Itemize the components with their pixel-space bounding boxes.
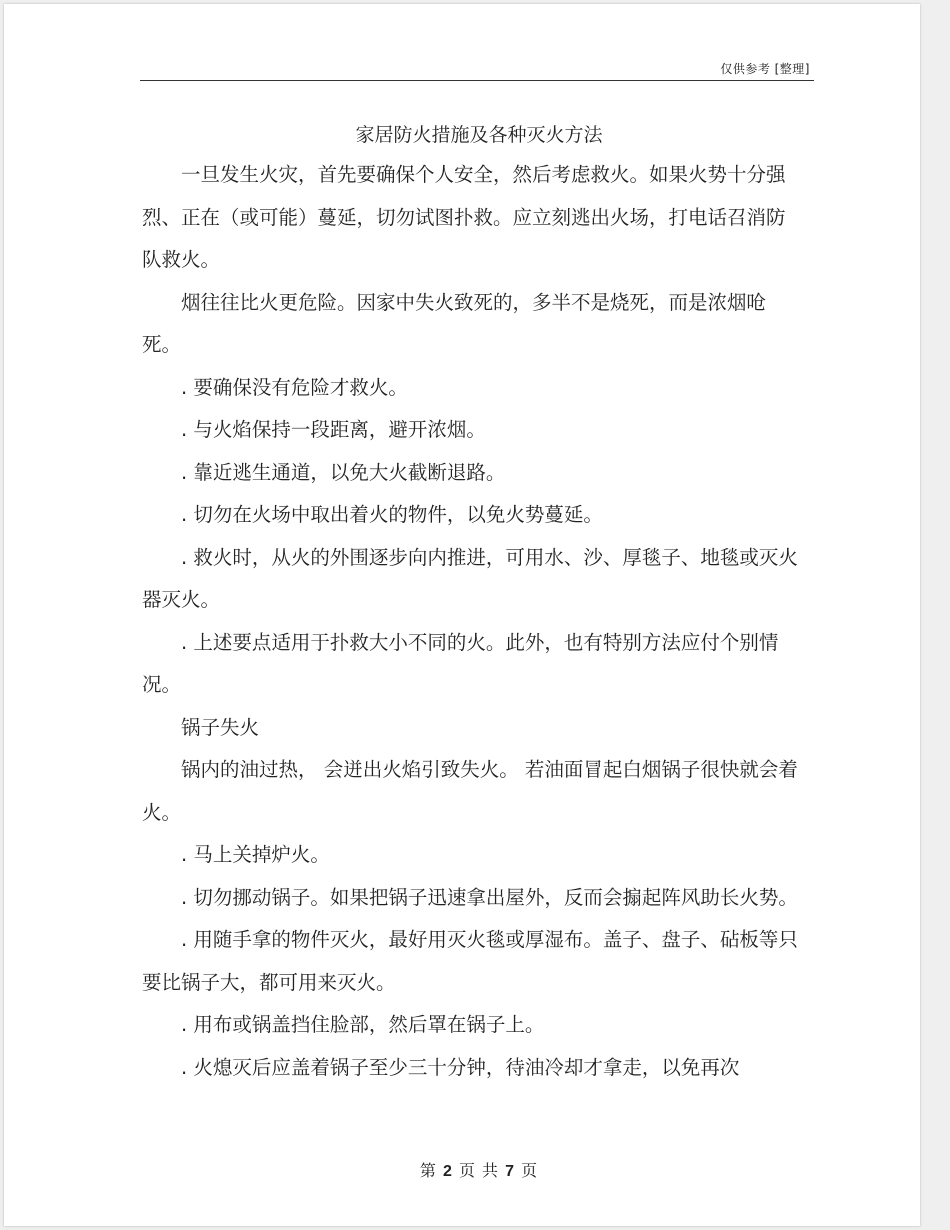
bullet-item: . 上述要点适用于扑救大小不同的火。此外，也有特别方法应付个别情况。 — [142, 630, 779, 696]
page-number — [4, 1158, 950, 1181]
paragraph: 一旦发生火灾，首先要确保个人安全，然后考虑救火。如果火势十分强烈、正在（或可能）蔓延，切勿试图扑救。应立刻逃出火场，打电话召消防队救火。 — [142, 163, 786, 271]
page-total: 7 — [505, 1163, 516, 1180]
header-note: 仅供参考 [整理] — [720, 62, 810, 76]
header-divider — [140, 80, 814, 81]
page-prefix: 第 — [419, 1161, 437, 1180]
section-heading: 锅子失火 — [181, 715, 260, 739]
paragraph: 烟往往比火更危险。因家中失火致死的，多半不是烧死，而是浓烟呛死。 — [142, 290, 767, 356]
bullet-item: . 切勿在火场中取出着火的物件，以免火势蔓延。 — [181, 503, 603, 526]
document-title: 家居防火措施及各种灭火方法 — [355, 124, 603, 146]
bullet-item: . 切勿挪动锅子。如果把锅子迅速拿出屋外，反而会搧起阵风助长火势。 — [181, 885, 798, 909]
page-middle: 页 共 — [458, 1161, 500, 1180]
bullet-item: . 火熄灭后应盖着锅子至少三十分钟，待油冷却才拿走，以免再次 — [181, 1055, 740, 1079]
bullet-item: . 救火时，从火的外围逐步向内推进，可用水、沙、厚毯子、地毯或灭火器灭火。 — [142, 545, 798, 611]
document-page — [4, 4, 920, 1226]
bullet-item: . 用随手拿的物件灭火，最好用灭火毯或厚湿布。盖子、盘子、砧板等只要比锅子大，都可用来灭火。 — [142, 928, 798, 994]
page-current: 2 — [442, 1163, 453, 1180]
page-suffix: 页 — [521, 1161, 539, 1180]
bullet-item: . 与火焰保持一段距离，避开浓烟。 — [181, 418, 486, 441]
bullet-item: . 要确保没有危险才救火。 — [181, 375, 408, 399]
bullet-item: . 马上关掉炉火。 — [181, 843, 330, 866]
bullet-item: . 用布或锅盖挡住脸部，然后罩在锅子上。 — [181, 1013, 545, 1036]
document-body — [142, 154, 802, 1089]
paragraph: 锅内的油过热， 会迸出火焰引致失火。 若油面冒起白烟锅子很快就会着火。 — [142, 758, 798, 824]
bullet-item: . 靠近逃生通道，以免大火截断退路。 — [181, 460, 506, 484]
